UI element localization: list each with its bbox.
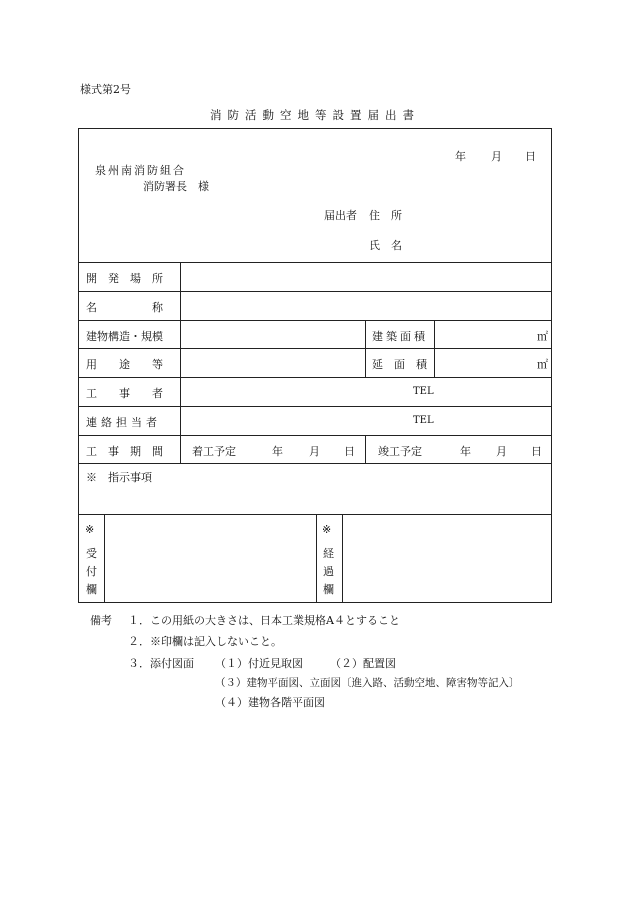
date-year-label: 年 [455,150,466,163]
end-month-label: 月 [496,445,507,458]
remark-3: ３．添付図面 [128,657,194,670]
building-structure-label: 建物構造・規模 [86,330,163,343]
notification-form [78,128,552,603]
reception-char-3: 欄 [86,583,97,596]
submitter-label: 届出者 [324,209,357,222]
remark-2: ２．※印欄は記入しないこと。 [128,635,282,648]
attachment-4: （４）建物各階平面図 [215,696,325,709]
date-day-label: 日 [525,150,536,163]
floor-area-label: 延 面 積 [372,358,427,371]
attachment-3: （３）建物平面図、立面図〔進入路、活動空地、障害物等記入〕 [215,677,520,689]
document-title: 消防活動空地等設置届出書 [210,108,420,122]
name-label: 名 称 [86,301,163,314]
submitter-name-label: 氏 名 [369,239,402,252]
start-month-label: 月 [309,445,320,458]
progress-char-3: 欄 [323,583,334,596]
development-site-label: 開 発 場 所 [86,272,163,285]
floor-area-unit: ㎡ [537,358,548,371]
date-month-label: 月 [491,150,502,163]
addressee-chief: 消防署長 様 [143,180,209,193]
attachment-1: （１）付近見取図 [215,657,303,670]
building-area-unit: ㎡ [537,330,548,343]
contact-person-label: 連絡担当者 [86,416,161,429]
reception-char-2: 付 [86,565,97,578]
contact-tel-label: TEL [413,415,434,426]
reception-mark: ※ [85,523,95,536]
purpose-label: 用 途 等 [86,358,163,371]
start-date-label: 着工予定 [192,445,236,458]
building-area-label: 建築面積 [372,330,428,343]
progress-mark: ※ [322,523,332,536]
submitter-address-label: 住 所 [369,209,402,222]
contractor-label: 工 事 者 [86,387,163,400]
progress-char-1: 経 [323,547,334,560]
form-number: 様式第2号 [80,83,131,96]
start-day-label: 日 [344,445,355,458]
end-day-label: 日 [531,445,542,458]
construction-period-label: 工 事 期 間 [86,445,163,458]
addressee-organization: 泉州南消防組合 [95,164,186,177]
contractor-tel-label: TEL [413,386,434,397]
start-year-label: 年 [272,445,283,458]
reception-char-1: 受 [86,547,97,560]
end-year-label: 年 [460,445,471,458]
attachment-2: （２）配置図 [330,657,396,670]
remark-1: １．この用紙の大きさは、日本工業規格A４とすること [128,614,400,627]
remarks-label: 備考 [90,614,112,627]
instructions-label: ※ 指示事項 [86,471,152,484]
completion-date-label: 竣工予定 [378,445,422,458]
progress-char-2: 過 [323,565,334,578]
